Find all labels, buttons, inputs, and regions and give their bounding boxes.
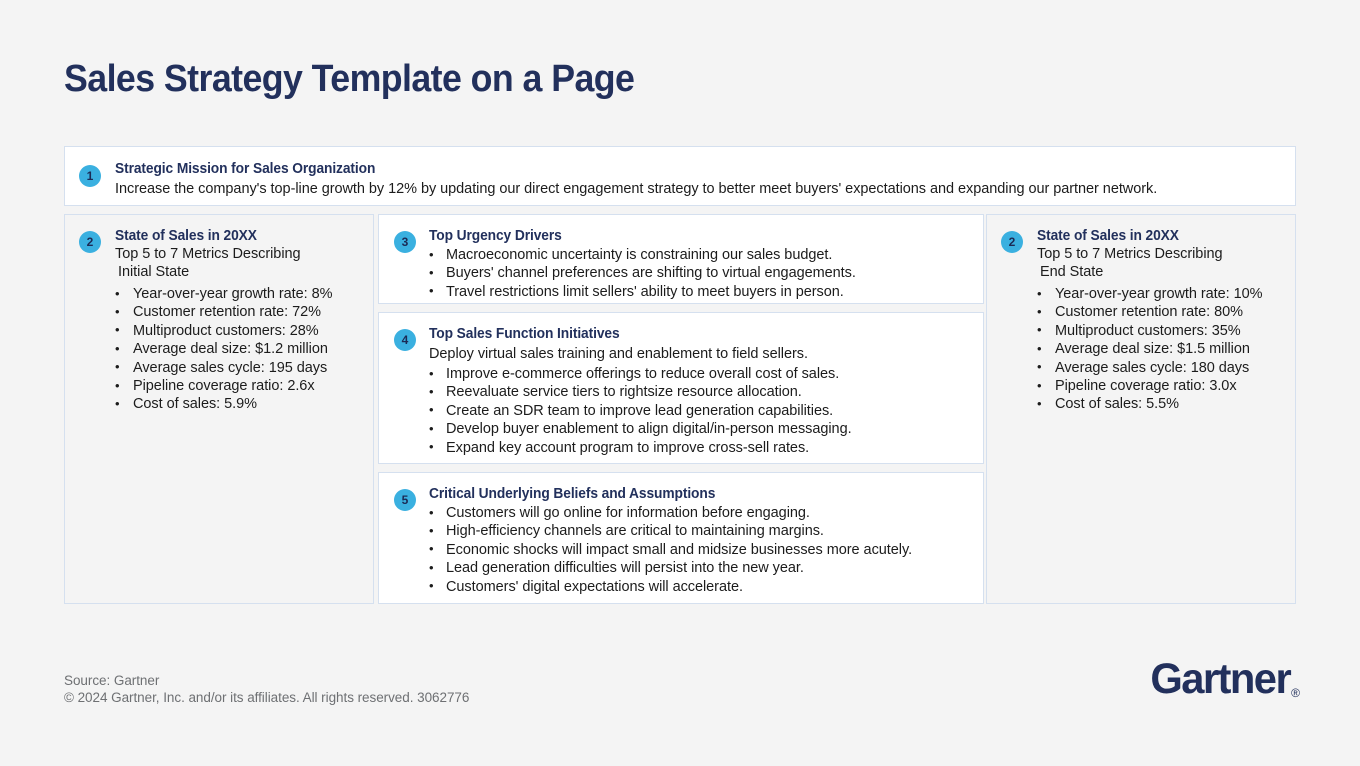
end-state-subtitle-line1: Top 5 to 7 Metrics Describing — [1037, 246, 1223, 262]
list-item: • Economic shocks will impact small and midsize businesses more acutely. — [429, 541, 912, 559]
initial-state-subtitle-line2: Initial State — [118, 264, 190, 280]
list-item: • Customers will go online for information before engaging. — [429, 504, 912, 522]
list-item: • Expand key account program to improve cross-sell rates. — [429, 439, 852, 457]
step-number-badge-4: 4 — [394, 329, 416, 351]
initial-state-panel — [64, 214, 374, 604]
strategic-mission-box — [64, 146, 1296, 206]
step-number-badge-1: 1 — [79, 165, 101, 187]
top-sales-function-initiatives-list — [429, 365, 852, 457]
gartner-logo-text: Gartner — [1150, 655, 1291, 703]
list-item: • Develop buyer enablement to align digital/in-person messaging. — [429, 420, 852, 438]
list-item: • Year-over-year growth rate: 8% — [115, 285, 332, 303]
step-number-badge-2-end: 2 — [1001, 231, 1023, 253]
list-item: • Multiproduct customers: 28% — [115, 322, 332, 340]
initial-state-metric-list — [115, 285, 332, 414]
list-item: • Average sales cycle: 195 days — [115, 359, 332, 377]
list-item: • Cost of sales: 5.5% — [1037, 395, 1262, 413]
list-item: • Customer retention rate: 80% — [1037, 303, 1262, 321]
top-sales-function-initiatives-subtitle: Deploy virtual sales training and enablement to field sellers. — [429, 346, 808, 362]
list-item: • Customer retention rate: 72% — [115, 303, 332, 321]
list-item: • Macroeconomic uncertainty is constraining our sales budget. — [429, 246, 856, 264]
end-state-subtitle — [1037, 245, 1223, 281]
step-number-badge-5: 5 — [394, 489, 416, 511]
list-item: • Customers' digital expectations will accelerate. — [429, 578, 912, 596]
end-state-metric-list — [1037, 285, 1262, 414]
list-item: • Average sales cycle: 180 days — [1037, 359, 1262, 377]
step-number-badge-2-initial: 2 — [79, 231, 101, 253]
step-number-badge-3: 3 — [394, 231, 416, 253]
registered-trademark-icon: ® — [1291, 686, 1300, 700]
gartner-logo — [1146, 655, 1300, 703]
list-item: • Travel restrictions limit sellers' ability to meet buyers in person. — [429, 283, 856, 301]
top-urgency-drivers-heading: Top Urgency Drivers — [429, 228, 562, 244]
end-state-heading: State of Sales in 20XX — [1037, 228, 1179, 244]
list-item: • Average deal size: $1.5 million — [1037, 340, 1262, 358]
initial-state-subtitle — [115, 245, 301, 281]
list-item: • Average deal size: $1.2 million — [115, 340, 332, 358]
strategic-mission-heading: Strategic Mission for Sales Organization — [115, 161, 376, 177]
top-urgency-drivers-box — [378, 214, 984, 304]
top-sales-function-initiatives-heading: Top Sales Function Initiatives — [429, 326, 620, 342]
source-attribution: Source: Gartner — [64, 673, 160, 688]
list-item: • Buyers' channel preferences are shifting to virtual engagements. — [429, 264, 856, 282]
list-item: • Reevaluate service tiers to rightsize resource allocation. — [429, 383, 852, 401]
list-item: • Pipeline coverage ratio: 3.0x — [1037, 377, 1262, 395]
top-sales-function-initiatives-box — [378, 312, 984, 464]
list-item: • Multiproduct customers: 35% — [1037, 322, 1262, 340]
page-title: Sales Strategy Template on a Page — [64, 58, 635, 100]
list-item: • Create an SDR team to improve lead generation capabilities. — [429, 402, 852, 420]
initial-state-subtitle-line1: Top 5 to 7 Metrics Describing — [115, 246, 301, 262]
end-state-subtitle-line2: End State — [1040, 264, 1104, 280]
critical-beliefs-heading: Critical Underlying Beliefs and Assumptions — [429, 486, 716, 502]
list-item: • Improve e-commerce offerings to reduce overall cost of sales. — [429, 365, 852, 383]
list-item: • Pipeline coverage ratio: 2.6x — [115, 377, 332, 395]
list-item: • Cost of sales: 5.9% — [115, 395, 332, 413]
critical-beliefs-list — [429, 504, 912, 596]
top-urgency-drivers-list — [429, 246, 856, 301]
strategic-mission-body: Increase the company's top-line growth by 12% by updating our direct engagement strategy to better meet buyers' expectations and expanding our partner network. — [115, 181, 1158, 197]
end-state-panel — [986, 214, 1296, 604]
list-item: • High-efficiency channels are critical to maintaining margins. — [429, 522, 912, 540]
critical-beliefs-box — [378, 472, 984, 604]
copyright-notice: © 2024 Gartner, Inc. and/or its affiliates. All rights reserved. 3062776 — [64, 690, 470, 705]
list-item: • Year-over-year growth rate: 10% — [1037, 285, 1262, 303]
list-item: • Lead generation difficulties will persist into the new year. — [429, 559, 912, 577]
initial-state-heading: State of Sales in 20XX — [115, 228, 257, 244]
